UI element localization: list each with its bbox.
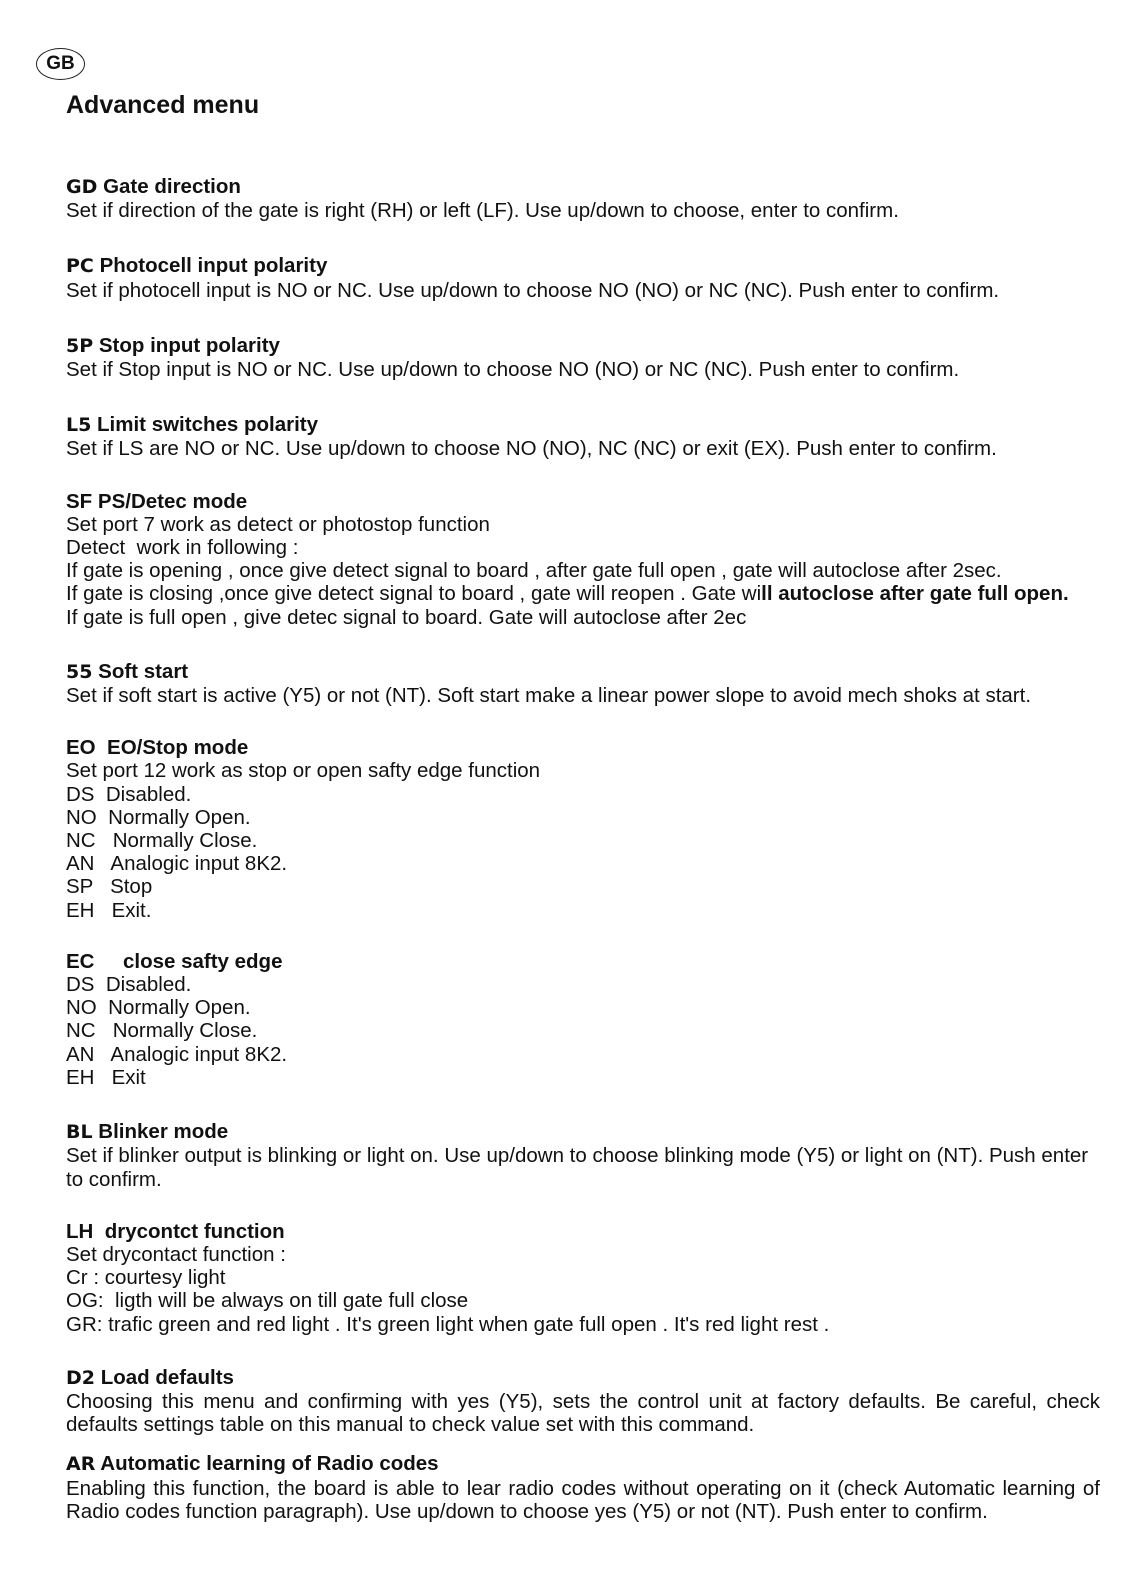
section-line: EH Exit xyxy=(66,1065,146,1089)
section-gd xyxy=(66,175,1100,222)
section-line: If gate is full open , give detec signal to board. Gate will autoclose after 2ec xyxy=(66,605,747,629)
section-ar xyxy=(66,1452,1100,1523)
section-title xyxy=(66,254,1100,278)
section-pc xyxy=(66,254,1100,301)
section-code: LH xyxy=(66,1219,94,1243)
section-line: Cr : courtesy light xyxy=(66,1266,226,1290)
section-title-text: Automatic learning of Radio codes xyxy=(100,1452,439,1476)
section-line: Set drycontact function : xyxy=(66,1242,286,1266)
section-sf xyxy=(66,490,1100,629)
section-line: Set if soft start is active (Y5) or not (NT). Soft start make a linear power slope to avoid mech shoks at start. xyxy=(66,684,1032,708)
section-title xyxy=(66,1220,1100,1243)
section-line: to confirm. xyxy=(66,1167,162,1191)
section-line: OG: ligth will be always on till gate full close xyxy=(66,1289,469,1313)
section-title xyxy=(66,334,1100,358)
section-title-text: drycontct function xyxy=(99,1219,285,1243)
section-line: AN Analogic input 8K2. xyxy=(66,852,288,876)
section-line: NC Normally Close. xyxy=(66,829,258,853)
section-code: EC xyxy=(66,949,95,973)
section-title-text: Gate direction xyxy=(103,175,241,198)
section-code: AR xyxy=(66,1453,96,1476)
section-title xyxy=(66,1366,1100,1390)
section-line: NC Normally Close. xyxy=(66,1019,258,1043)
section-title xyxy=(66,175,1100,199)
section-title-text: EO/Stop mode xyxy=(101,736,249,760)
section-line: Set port 7 work as detect or photostop function xyxy=(66,512,490,536)
section-title-text: PS/Detec mode xyxy=(97,489,248,513)
section-line: Set if photocell input is NO or NC. Use up/down to choose NO (NO) or NC (NC). Push enter to confirm. xyxy=(66,278,1000,302)
section-title xyxy=(66,413,1100,437)
section-55 xyxy=(66,660,1100,707)
section-code: 55 xyxy=(66,660,93,683)
section-line: DS Disabled. xyxy=(66,782,192,806)
section-code: GD xyxy=(66,176,98,198)
section-title-text: Photocell input polarity xyxy=(99,254,328,278)
section-title-text: Soft start xyxy=(98,659,189,683)
section-paragraph: Choosing this menu and confirming with yes (Y5), sets the control unit at factory defaults. Be careful, check defaults settings table on this manual to check value set with this command. xyxy=(66,1389,1100,1437)
section-line: If gate is opening , once give detect signal to board , after gate full open , gate will autoclose after 2sec. xyxy=(66,559,1002,583)
section-code: SF xyxy=(66,489,93,513)
section-line: Set if Stop input is NO or NC. Use up/down to choose NO (NO) or NC (NC). Push enter to confirm. xyxy=(66,358,960,382)
section-line: Set if direction of the gate is right (RH) or left (LF). Use up/down to choose, enter to confirm. xyxy=(66,199,899,223)
section-title xyxy=(66,1120,1100,1144)
section-5p xyxy=(66,334,1100,381)
section-ec xyxy=(66,950,1100,1089)
section-title-text: close safty edge xyxy=(100,949,283,973)
section-title-text: Stop input polarity xyxy=(98,333,280,357)
section-line-bold: ll autoclose after gate full open. xyxy=(761,582,1069,606)
section-code: EO xyxy=(66,736,96,760)
section-line: Set if LS are NO or NC. Use up/down to choose NO (NO), NC (NC) or exit (EX). Push enter to confirm. xyxy=(66,437,997,461)
language-badge: GB xyxy=(36,48,85,80)
section-title-text: Limit switches polarity xyxy=(97,413,319,437)
section-line xyxy=(66,582,1100,605)
section-line: EH Exit. xyxy=(66,898,152,922)
section-line: NO Normally Open. xyxy=(66,805,251,829)
section-bl xyxy=(66,1120,1100,1191)
section-title xyxy=(66,1452,1100,1476)
section-code: 5P xyxy=(66,334,94,357)
section-code: L5 xyxy=(66,414,92,437)
section-line: GR: trafic green and red light . It's green light when gate full open . It's red light rest . xyxy=(66,1312,830,1336)
section-paragraph: Enabling this function, the board is able to lear radio codes without operating on it (check Automatic learning of Radio codes function paragraph). Use up/down to choose yes (Y5) or not (NT). Push enter to confirm. xyxy=(66,1476,1100,1523)
section-line: DS Disabled. xyxy=(66,973,192,997)
section-title xyxy=(66,660,1100,684)
section-lh xyxy=(66,1220,1100,1336)
section-line: NO Normally Open. xyxy=(66,996,251,1020)
section-l5 xyxy=(66,413,1100,460)
page-title: Advanced menu xyxy=(66,91,260,119)
section-line: AN Analogic input 8K2. xyxy=(66,1042,288,1066)
section-title-text: Blinker mode xyxy=(98,1120,229,1144)
section-line: Detect work in following : xyxy=(66,536,299,560)
section-code: D2 xyxy=(66,1366,95,1389)
section-d2 xyxy=(66,1366,1100,1437)
section-code: BL xyxy=(66,1121,93,1144)
section-title xyxy=(66,490,1100,513)
section-line: SP Stop xyxy=(66,875,153,899)
section-title xyxy=(66,736,1100,759)
section-title xyxy=(66,950,1100,973)
section-eo xyxy=(66,736,1100,922)
section-title-text: Load defaults xyxy=(100,1365,234,1389)
section-line: Set if blinker output is blinking or light on. Use up/down to choose blinking mode (Y5) or light on (NT). Push enter xyxy=(66,1144,1089,1168)
section-line: Set port 12 work as stop or open safty edge function xyxy=(66,759,541,783)
menu-content xyxy=(66,175,1100,1523)
section-code: PC xyxy=(66,255,94,278)
section-line-text: If gate is closing ,once give detect signal to board , gate will reopen . Gate wi xyxy=(66,582,762,606)
